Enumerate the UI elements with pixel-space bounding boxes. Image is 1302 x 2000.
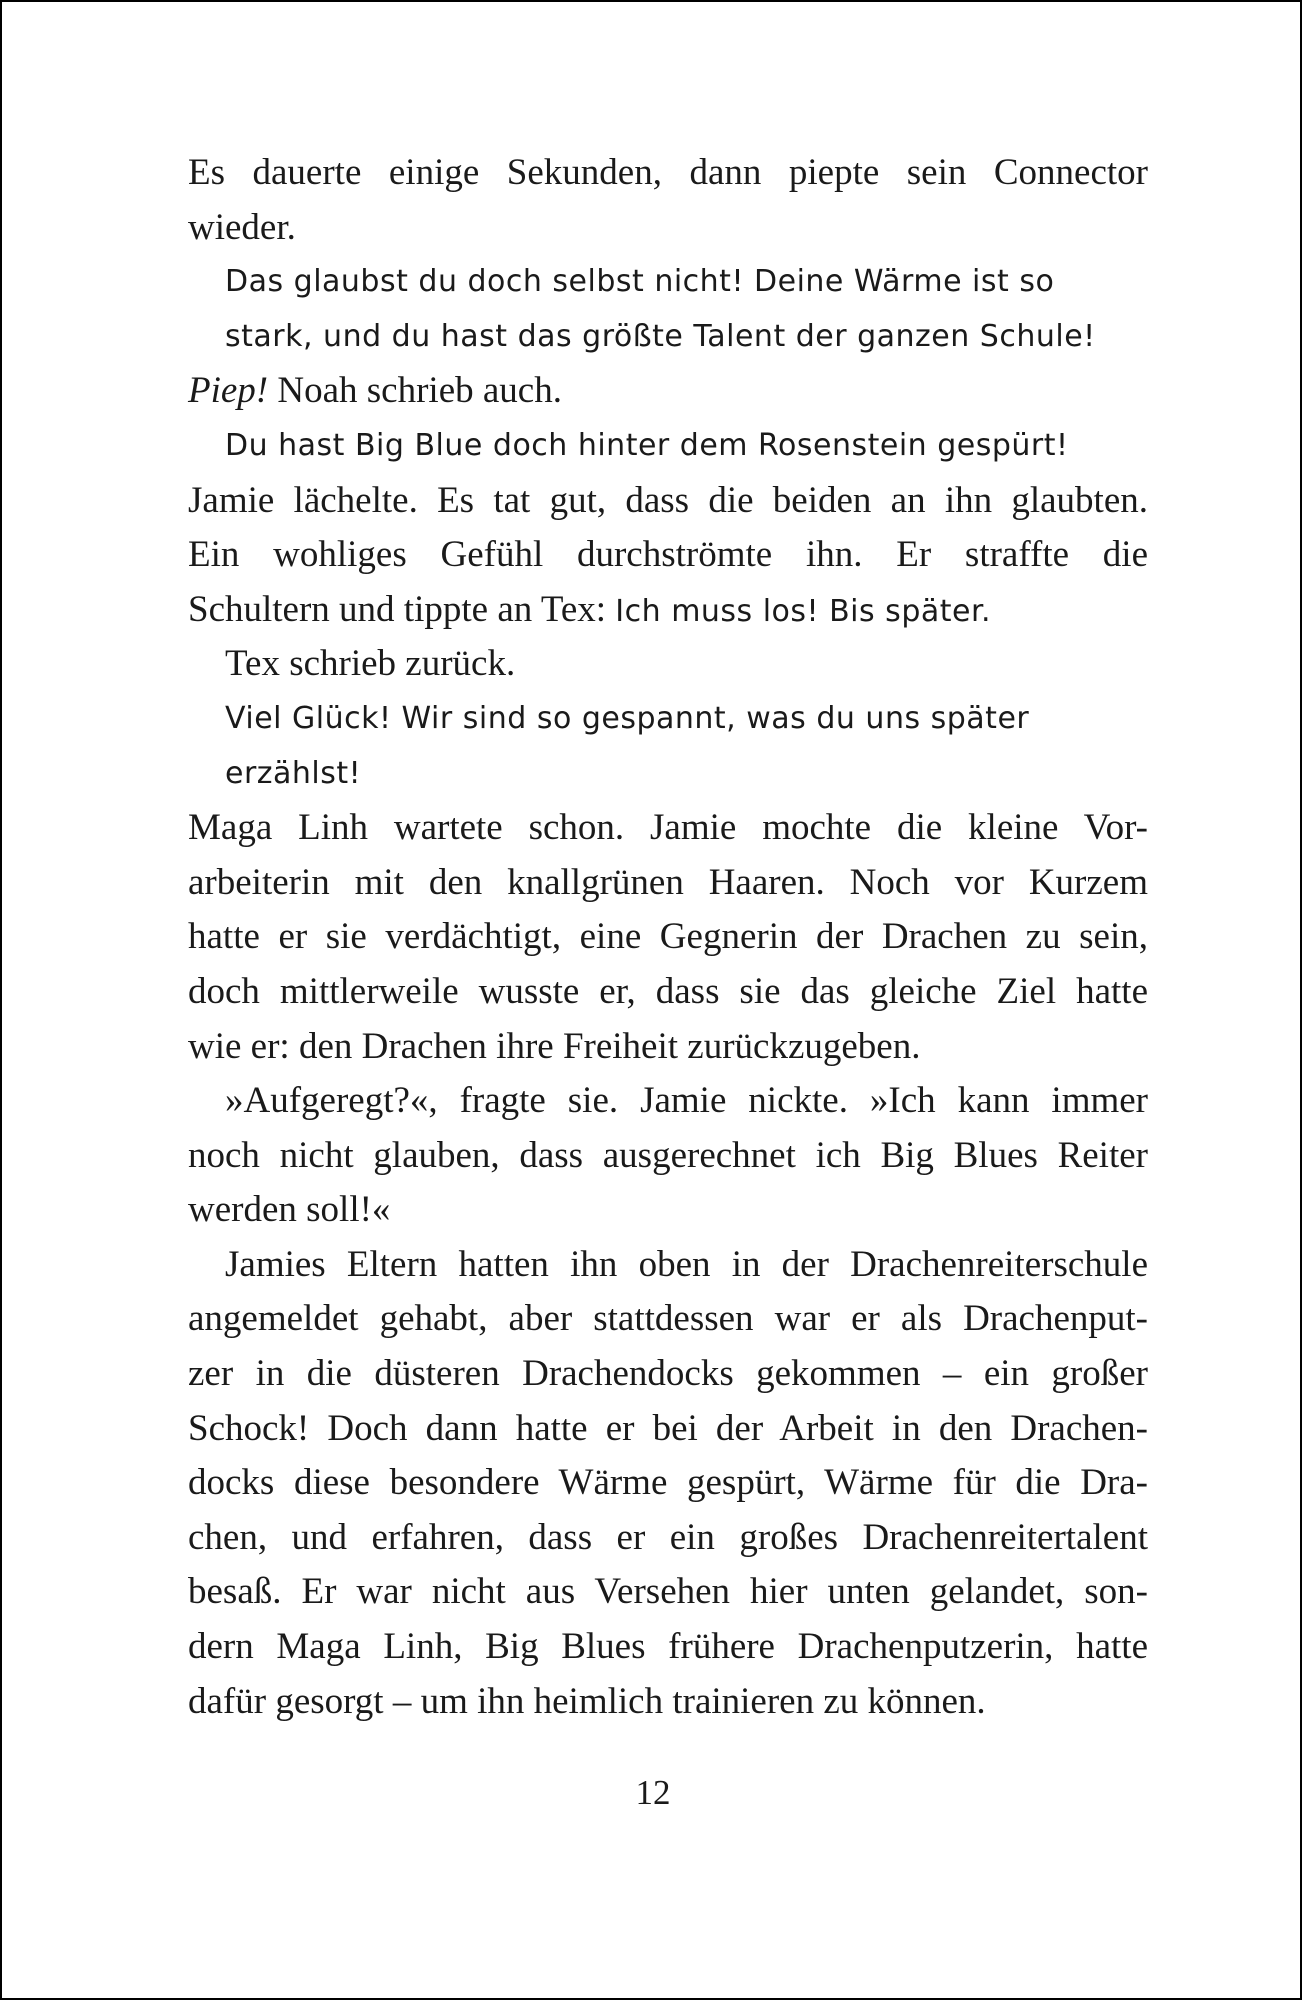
message-line: Du hast Big Blue doch hinter dem Rosenstein gespürt! — [225, 427, 1069, 463]
text-line: chen, und erfahren, dass er ein großes Drachenreitertalent — [188, 1516, 1148, 1558]
text-line: hatte er sie verdächtigt, eine Gegnerin der Drachen zu sein, — [188, 916, 1148, 958]
text-line: Schock! Doch dann hatte er bei der Arbeit in den Drachen- — [188, 1407, 1148, 1449]
message-run: Ich muss los! Bis später. — [615, 593, 992, 629]
text-line: besaß. Er war nicht aus Versehen hier unten gelandet, son- — [188, 1571, 1148, 1613]
text-line: docks diese besondere Wärme gespürt, Wärme für die Dra- — [188, 1462, 1148, 1504]
text-line: Tex schrieb zurück. — [225, 643, 516, 685]
text-line: Maga Linh wartete schon. Jamie mochte die kleine Vor- — [188, 807, 1148, 849]
text-line: Jamie lächelte. Es tat gut, dass die beiden an ihn glaubten. — [188, 479, 1148, 521]
page-number: 12 — [635, 1773, 671, 1812]
text-line: angemeldet gehabt, aber stattdessen war er als Drachenput- — [188, 1298, 1148, 1340]
text-line: »Aufgeregt?«, fragte sie. Jamie nickte. »Ich kann immer — [225, 1080, 1148, 1122]
text-line: Jamies Eltern hatten ihn oben in der Drachenreiterschule — [225, 1243, 1148, 1285]
text-line — [188, 583, 1148, 638]
piep-italic: Piep! — [188, 370, 269, 412]
text-line: Ein wohliges Gefühl durchströmte ihn. Er straffte die — [188, 534, 1148, 576]
text-line: arbeiterin mit den knallgrünen Haaren. Noch vor Kurzem — [188, 861, 1148, 903]
text-line: wieder. — [188, 206, 296, 248]
page-text — [188, 146, 1148, 1729]
text-line: werden soll!« — [188, 1189, 391, 1231]
text-run: Schultern und tippte an Tex: — [188, 588, 616, 630]
message-line: Viel Glück! Wir sind so gespannt, was du uns später — [225, 700, 1030, 736]
text-line: dern Maga Linh, Big Blues frühere Drachenputzerin, hatte — [188, 1626, 1148, 1668]
text-line: zer in die düsteren Drachendocks gekommen – ein großer — [188, 1353, 1148, 1395]
text-line: doch mittlerweile wusste er, dass sie das gleiche Ziel hatte — [188, 970, 1148, 1012]
text-line: noch nicht glauben, dass ausgerechnet ich Big Blues Reiter — [188, 1134, 1148, 1176]
message-line: Das glaubst du doch selbst nicht! Deine Wärme ist so — [225, 264, 1055, 300]
message-line: erzählst! — [225, 755, 362, 791]
text-run: Noah schrieb auch. — [268, 370, 562, 412]
message-line: stark, und du hast das größte Talent der ganzen Schule! — [225, 318, 1096, 354]
text-line: Es dauerte einige Sekunden, dann piepte sein Connector — [188, 152, 1148, 193]
text-line: wie er: den Drachen ihre Freiheit zurückzugeben. — [188, 1025, 921, 1067]
text-line: dafür gesorgt – um ihn heimlich trainieren zu können. — [188, 1680, 986, 1722]
text-line — [188, 364, 1148, 419]
